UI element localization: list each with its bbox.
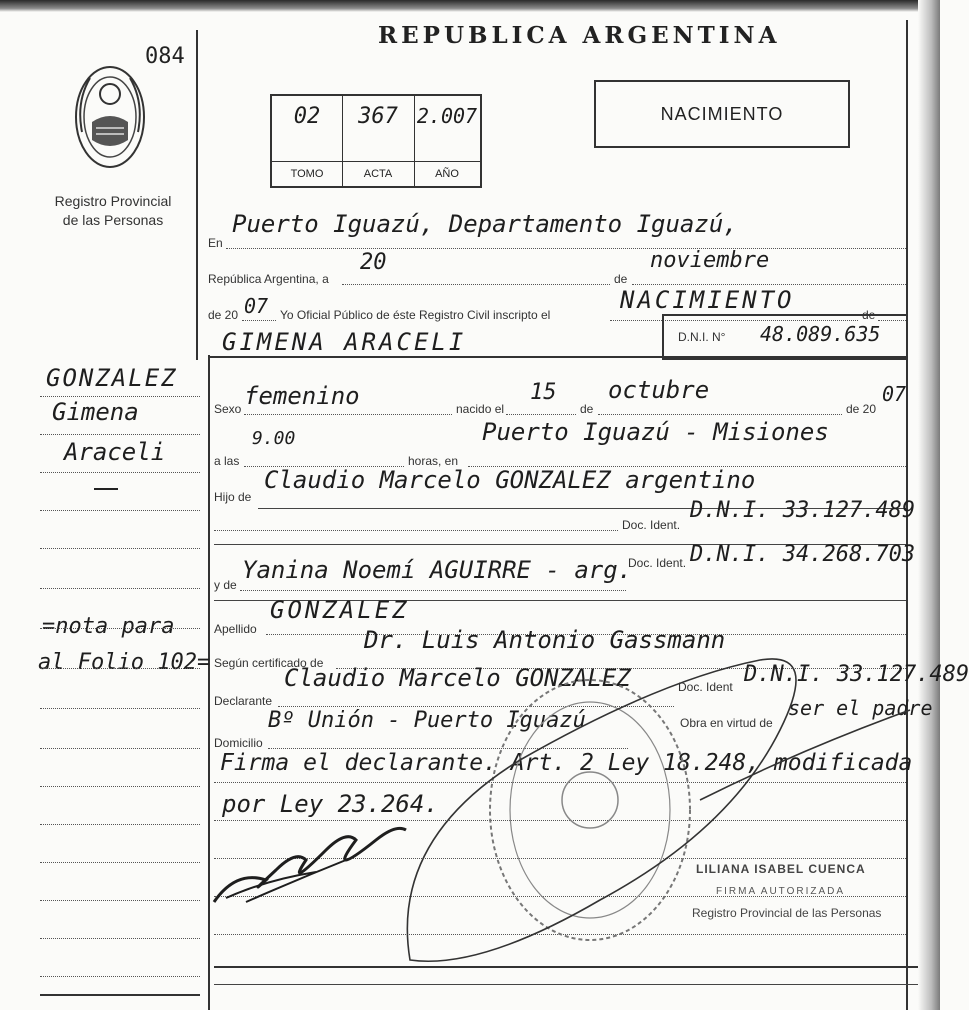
document-title: REPUBLICA ARGENTINA	[378, 22, 781, 49]
declarant-signature-icon	[206, 810, 426, 910]
margin-line	[40, 976, 200, 977]
value-dia: 20	[360, 250, 387, 275]
label-doc-ident-1: Doc. Ident.	[622, 518, 681, 532]
value-lugar-nacimiento: Puerto Iguazú - Misiones	[482, 418, 829, 446]
line-nacido-dia	[506, 414, 576, 415]
line-nacido-mes	[598, 414, 842, 415]
label-de-20-nacido: de 20	[846, 402, 877, 416]
registry-line-1: Registro Provincial	[54, 193, 172, 209]
margin-line	[40, 824, 200, 825]
label-de-20: de 20	[208, 308, 239, 322]
value-observacion-2: por Ley 23.264.	[222, 790, 439, 818]
value-padre: Claudio Marcelo GONZALEZ argentino	[264, 466, 756, 494]
label-hijo-de: Hijo de	[214, 490, 252, 504]
value-nacido-anio: 07	[882, 382, 907, 406]
label-oficial: Yo Oficial Público de éste Registro Civil inscripto el	[280, 308, 551, 322]
label-nacido-el: nacido el	[456, 402, 505, 416]
record-number-box	[270, 94, 482, 188]
margin-nota-2: al Folio 102=	[38, 650, 211, 675]
official-seal-icon	[400, 640, 920, 980]
value-domicilio: Bº Unión - Puerto Iguazú	[268, 708, 586, 733]
label-dni: D.N.I. N°	[678, 330, 726, 344]
registry-name	[38, 192, 188, 230]
line-mes	[632, 284, 906, 285]
label-doc-ident-3: Doc. Ident	[678, 680, 733, 694]
page-number: 084	[145, 44, 185, 69]
margin-line	[40, 748, 200, 749]
label-segun-certificado: Según certificado de	[214, 656, 324, 670]
label-de-final: de	[862, 308, 876, 322]
value-declarante: Claudio Marcelo GONZALEZ	[284, 664, 631, 692]
dni-box	[662, 314, 908, 360]
officer-role: FIRMA AUTORIZADA	[716, 886, 846, 897]
line-lugar	[226, 248, 906, 249]
label-a-las: a las	[214, 454, 240, 468]
label-de-mes: de	[614, 272, 628, 286]
tomo-value: 02	[293, 104, 321, 129]
value-obra-virtud: ser el padre	[788, 696, 933, 720]
acta-value: 367	[358, 104, 398, 129]
officer-name: LILIANA ISABEL CUENCA	[696, 862, 866, 876]
margin-line	[40, 786, 200, 787]
label-y-de: y de	[214, 578, 237, 592]
scan-right-edge	[918, 0, 940, 1010]
tomo-label: TOMO	[272, 161, 342, 186]
margin-line	[40, 900, 200, 901]
value-nacido-dia: 15	[530, 380, 557, 405]
margin-line	[40, 862, 200, 863]
line-madre	[240, 590, 626, 591]
line-dia	[342, 284, 610, 285]
value-apellido: GONZALEZ	[270, 596, 410, 624]
value-sexo: femenino	[244, 382, 360, 410]
margin-line	[40, 938, 200, 939]
value-nacido-mes: octubre	[608, 376, 710, 404]
value-observacion-1: Firma el declarante. Art. 2 Ley 18.248, modificada	[220, 750, 913, 776]
margin-apellido: GONZALEZ	[46, 364, 178, 392]
acta-cell	[342, 96, 415, 186]
label-horas-en: horas, en	[408, 454, 459, 468]
acta-label: ACTA	[342, 161, 414, 186]
label-republica-a: República Argentina, a	[208, 272, 329, 286]
margin-divider-upper	[196, 30, 198, 360]
label-sexo: Sexo	[214, 402, 242, 416]
line-padre-extra	[214, 530, 618, 531]
margin-line	[40, 510, 200, 511]
rule-bottom-2	[214, 984, 918, 985]
value-dni: 48.089.635	[760, 322, 881, 346]
label-declarante: Declarante	[214, 694, 273, 708]
margin-nombre-2: Araceli	[64, 438, 166, 466]
margin-line	[40, 668, 200, 669]
label-de-nacido-mes: de	[580, 402, 594, 416]
value-lugar: Puerto Iguazú, Departamento Iguazú,	[232, 210, 738, 238]
margin-nota-1: =nota para	[42, 614, 175, 639]
certificate-type-box: NACIMIENTO	[594, 80, 850, 148]
anio-label: AÑO	[414, 161, 480, 186]
margin-dash	[94, 488, 118, 490]
value-madre: Yanina Noemí AGUIRRE - arg.	[242, 556, 633, 584]
margin-line	[40, 548, 200, 549]
value-nombre: GIMENA ARACELI	[222, 328, 467, 356]
margin-line	[40, 628, 200, 629]
margin-line	[40, 588, 200, 589]
officer-registry: Registro Provincial de las Personas	[692, 906, 882, 920]
label-obra-virtud: Obra en virtud de	[680, 716, 773, 730]
value-madre-doc: D.N.I. 34.268.703	[690, 542, 916, 567]
value-declarante-doc: D.N.I. 33.127.489	[744, 662, 969, 687]
value-anio-corto: 07	[244, 294, 269, 318]
margin-line	[40, 396, 200, 397]
registry-line-2: de las Personas	[62, 212, 164, 228]
provincial-seal-icon	[70, 62, 150, 172]
label-domicilio: Domicilio	[214, 736, 263, 750]
value-inscripcion: NACIMIENTO	[620, 286, 795, 314]
value-hora: 9.00	[252, 428, 296, 449]
margin-bottom-rule	[40, 994, 200, 996]
label-apellido: Apellido	[214, 622, 257, 636]
value-padre-doc: D.N.I. 33.127.489	[690, 498, 916, 523]
label-en: En	[208, 236, 223, 250]
tomo-cell	[272, 96, 343, 186]
anio-value: 2.007	[416, 104, 478, 128]
anio-cell	[414, 96, 480, 186]
margin-line	[40, 708, 200, 709]
line-sexo	[244, 414, 452, 415]
value-certificado: Dr. Luis Antonio Gassmann	[364, 626, 726, 654]
value-mes: noviembre	[650, 248, 770, 273]
margin-nombre-1: Gimena	[52, 398, 139, 426]
margin-line	[40, 434, 200, 435]
margin-divider-lower	[208, 355, 210, 1010]
scan-top-edge	[0, 0, 940, 12]
label-doc-ident-2: Doc. Ident.	[628, 556, 687, 570]
line-anio-corto	[242, 320, 276, 321]
margin-line	[40, 472, 200, 473]
